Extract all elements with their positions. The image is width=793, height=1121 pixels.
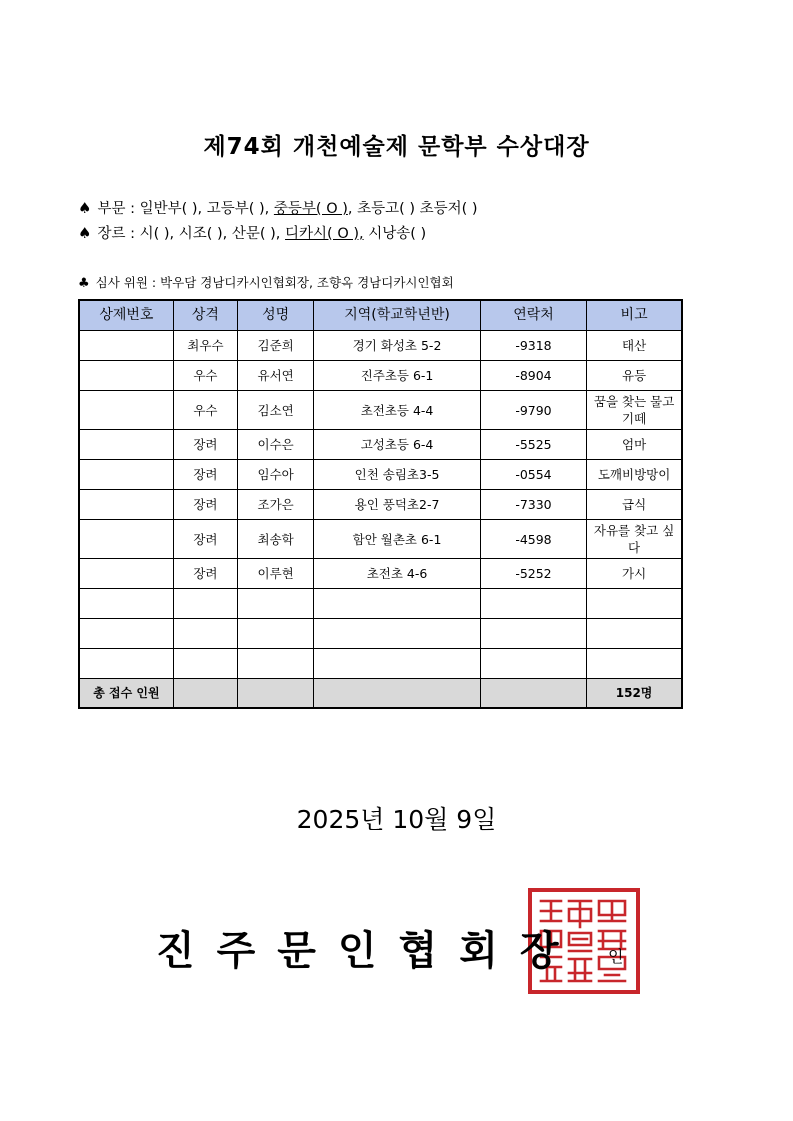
genre-selected: 디카시( O ), xyxy=(285,226,364,242)
header-award: 상격 xyxy=(173,300,237,331)
cell-no xyxy=(79,619,173,649)
cell-contact xyxy=(480,589,586,619)
table-row xyxy=(79,430,682,460)
cell-contact: -5252 xyxy=(480,559,586,589)
cell-award xyxy=(173,589,237,619)
header-no: 상제번호 xyxy=(79,300,173,331)
cell-award: 장려 xyxy=(173,460,237,490)
cell-award: 최우수 xyxy=(173,331,237,361)
cell-name xyxy=(238,589,314,619)
cell-name xyxy=(238,619,314,649)
cell-region: 고성초등 6-4 xyxy=(314,430,481,460)
cell-region: 용인 풍덕초2-7 xyxy=(314,490,481,520)
cell-note: 도깨비방망이 xyxy=(587,460,682,490)
cell-contact xyxy=(480,649,586,679)
cell-note: 급식 xyxy=(587,490,682,520)
table-row xyxy=(79,559,682,589)
cell-note xyxy=(587,619,682,649)
cell-region: 진주초등 6-1 xyxy=(314,361,481,391)
cell-note xyxy=(587,589,682,619)
cell-region: 경기 화성초 5-2 xyxy=(314,331,481,361)
cell-award: 우수 xyxy=(173,361,237,391)
table-row xyxy=(79,589,682,619)
cell-name: 최송학 xyxy=(238,520,314,559)
cell-award: 우수 xyxy=(173,391,237,430)
cell-name: 이루현 xyxy=(238,559,314,589)
cell-note: 꿈을 찾는 물고기떼 xyxy=(587,391,682,430)
cell-region: 초전초등 4-4 xyxy=(314,391,481,430)
total-empty-cell xyxy=(238,679,314,709)
cell-name: 김소연 xyxy=(238,391,314,430)
cell-award: 장려 xyxy=(173,430,237,460)
issue-date: 2025년 10월 9일 xyxy=(296,805,497,834)
header-note: 비고 xyxy=(587,300,682,331)
cell-note: 엄마 xyxy=(587,430,682,460)
cell-no xyxy=(79,589,173,619)
genre-suffix: 시낭송( ) xyxy=(363,226,427,242)
club-icon: ♣ xyxy=(78,276,90,291)
cell-region xyxy=(314,619,481,649)
division-suffix: , 초등고( ) 초등저( ) xyxy=(347,201,478,217)
cell-award: 장려 xyxy=(173,559,237,589)
header-contact: 연락처 xyxy=(480,300,586,331)
spade-icon: ♠ xyxy=(78,199,92,217)
organization-signature: 진주문인협회장 xyxy=(156,928,581,974)
cell-contact: -9790 xyxy=(480,391,586,430)
total-value: 152명 xyxy=(587,679,682,709)
cell-no xyxy=(79,361,173,391)
total-empty-cell xyxy=(480,679,586,709)
cell-award: 장려 xyxy=(173,490,237,520)
table-row xyxy=(79,361,682,391)
cell-no xyxy=(79,460,173,490)
cell-contact: -9318 xyxy=(480,331,586,361)
cell-no xyxy=(79,331,173,361)
division-line xyxy=(78,197,478,218)
cell-award: 장려 xyxy=(173,520,237,559)
table-row xyxy=(79,649,682,679)
cell-name: 임수아 xyxy=(238,460,314,490)
cell-contact: -5525 xyxy=(480,430,586,460)
document-title: 제74회 개천예술제 문학부 수상대장 xyxy=(203,134,590,160)
cell-no xyxy=(79,649,173,679)
cell-name xyxy=(238,649,314,679)
header-name: 성명 xyxy=(238,300,314,331)
table-row xyxy=(79,619,682,649)
table-header-row xyxy=(79,300,682,331)
cell-name: 이수은 xyxy=(238,430,314,460)
cell-name: 유서연 xyxy=(238,361,314,391)
cell-name: 조가은 xyxy=(238,490,314,520)
cell-region xyxy=(314,589,481,619)
genre-prefix: 장르 : 시( ), 시조( ), 산문( ), xyxy=(97,226,286,242)
cell-region: 초전초 4-6 xyxy=(314,559,481,589)
genre-line xyxy=(78,222,426,243)
cell-contact: -7330 xyxy=(480,490,586,520)
cell-note xyxy=(587,649,682,679)
table-row xyxy=(79,490,682,520)
total-empty-cell xyxy=(314,679,481,709)
table-row xyxy=(79,520,682,559)
cell-no xyxy=(79,391,173,430)
cell-contact xyxy=(480,619,586,649)
total-row xyxy=(79,679,682,709)
cell-no xyxy=(79,520,173,559)
cell-region: 함안 월촌초 6-1 xyxy=(314,520,481,559)
spade-icon: ♠ xyxy=(78,224,92,242)
cell-region xyxy=(314,649,481,679)
division-prefix: 부문 : 일반부( ), 고등부( ), xyxy=(97,201,274,217)
cell-contact: -8904 xyxy=(480,361,586,391)
division-selected: 중등부( O ) xyxy=(273,201,348,217)
cell-contact: -0554 xyxy=(480,460,586,490)
total-label: 총 접수 인원 xyxy=(79,679,173,709)
cell-award xyxy=(173,619,237,649)
cell-award xyxy=(173,649,237,679)
cell-name: 김준희 xyxy=(238,331,314,361)
judges-text: 심사 위원 : 박우담 경남디카시인협회장, 조향옥 경남디카시인협회 xyxy=(95,275,454,290)
cell-no xyxy=(79,559,173,589)
cell-note: 유등 xyxy=(587,361,682,391)
cell-contact: -4598 xyxy=(480,520,586,559)
seal-mark-label: 인 xyxy=(608,947,624,966)
cell-note: 태산 xyxy=(587,331,682,361)
judges-line xyxy=(78,273,454,291)
cell-region: 인천 송림초3-5 xyxy=(314,460,481,490)
cell-no xyxy=(79,430,173,460)
table-row xyxy=(79,391,682,430)
header-region: 지역(학교학년반) xyxy=(314,300,481,331)
cell-note: 자유를 찾고 싶다 xyxy=(587,520,682,559)
table-row xyxy=(79,460,682,490)
table-row xyxy=(79,331,682,361)
total-empty-cell xyxy=(173,679,237,709)
cell-note: 가시 xyxy=(587,559,682,589)
award-table xyxy=(78,299,683,709)
cell-no xyxy=(79,490,173,520)
